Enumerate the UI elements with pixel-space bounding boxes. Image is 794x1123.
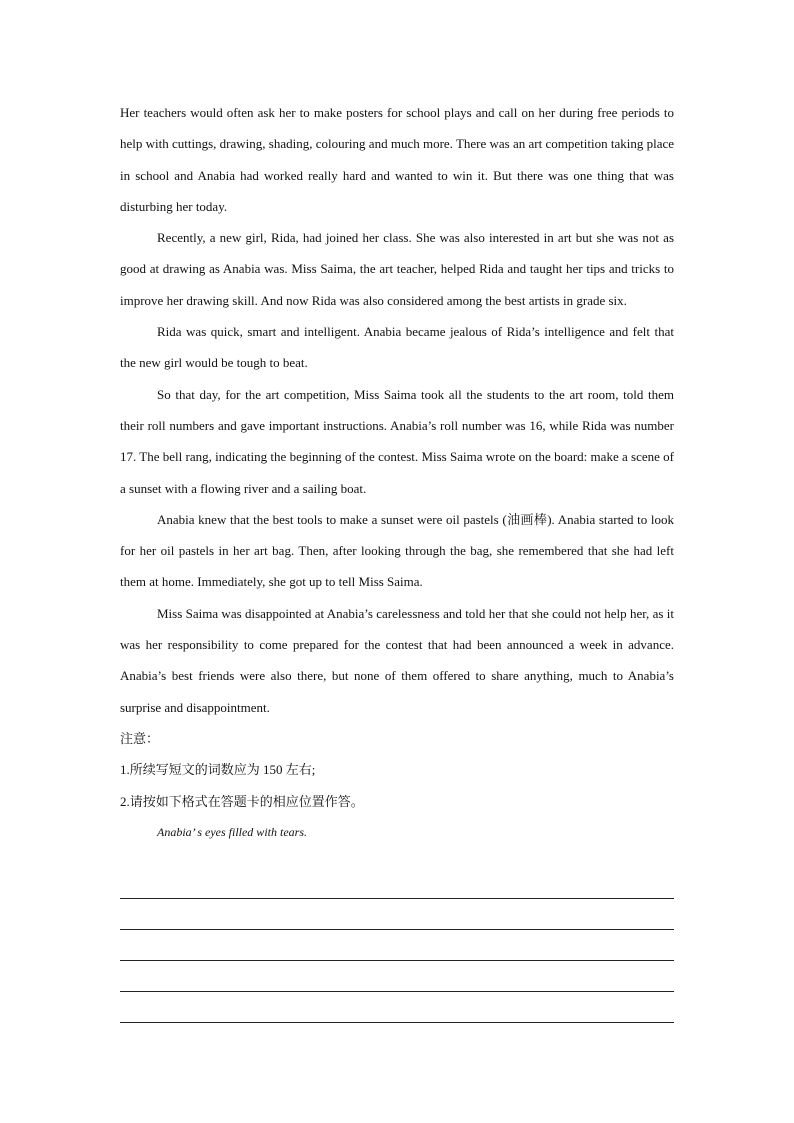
continuation-starter: Anabia’ s eyes filled with tears. [157,824,307,839]
paragraph-3: Rida was quick, smart and intelligent. Anabia became jealous of Rida’s intelligence and felt that the new girl would be tough to beat. [120,324,674,371]
note-item-1: 1.所续写短文的词数应为 150 左右; [120,762,316,778]
paragraph-6: Miss Saima was disappointed at Anabia’s carelessness and told her that she could not help her, as it was her responsibility to come prepared for the contest that had been announced a week in advance. Anabia’s best friends were also there, but none of them offered to share anything, much to Anabia’s surprise and disappointment. [120,605,674,715]
answer-line [120,929,674,930]
paragraph-1: Her teachers would often ask her to make posters for school plays and call on her during free periods to help with cuttings, drawing, shading, colouring and much more. There was an art competition taking place in school and Anabia had worked really hard and wanted to win it. But there was one thing that was disturbing her today. [120,105,674,214]
note-item-2: 2.请按如下格式在答题卡的相应位置作答。 [120,793,364,809]
document-body [120,97,674,848]
answer-lines [120,898,674,1053]
answer-line [120,1022,674,1023]
answer-line [120,991,674,992]
paragraph-2: Recently, a new girl, Rida, had joined her class. She was also interested in art but she was not as good at drawing as Anabia was. Miss Saima, the art teacher, helped Rida and taught her tips and tricks to improve her drawing skill. And now Rida was also considered among the best artists in grade six. [120,230,674,308]
notes-heading: 注意： [120,730,160,746]
paragraph-4: So that day, for the art competition, Miss Saima took all the students to the art room, told them their roll numbers and gave important instructions. Anabia’s roll number was 16, while Rida was number 17. The bell rang, indicating the beginning of the contest. Miss Saima wrote on the board: make a scene of a sunset with a flowing river and a sailing boat. [120,386,674,496]
answer-line [120,960,674,961]
answer-line [120,898,674,899]
paragraph-5: Anabia knew that the best tools to make a sunset were oil pastels (油画棒). Anabia started to look for her oil pastels in her art bag. Then, after looking through the bag, she remembered that she had left them at home. Immediately, she got up to tell Miss Saima. [120,511,674,590]
